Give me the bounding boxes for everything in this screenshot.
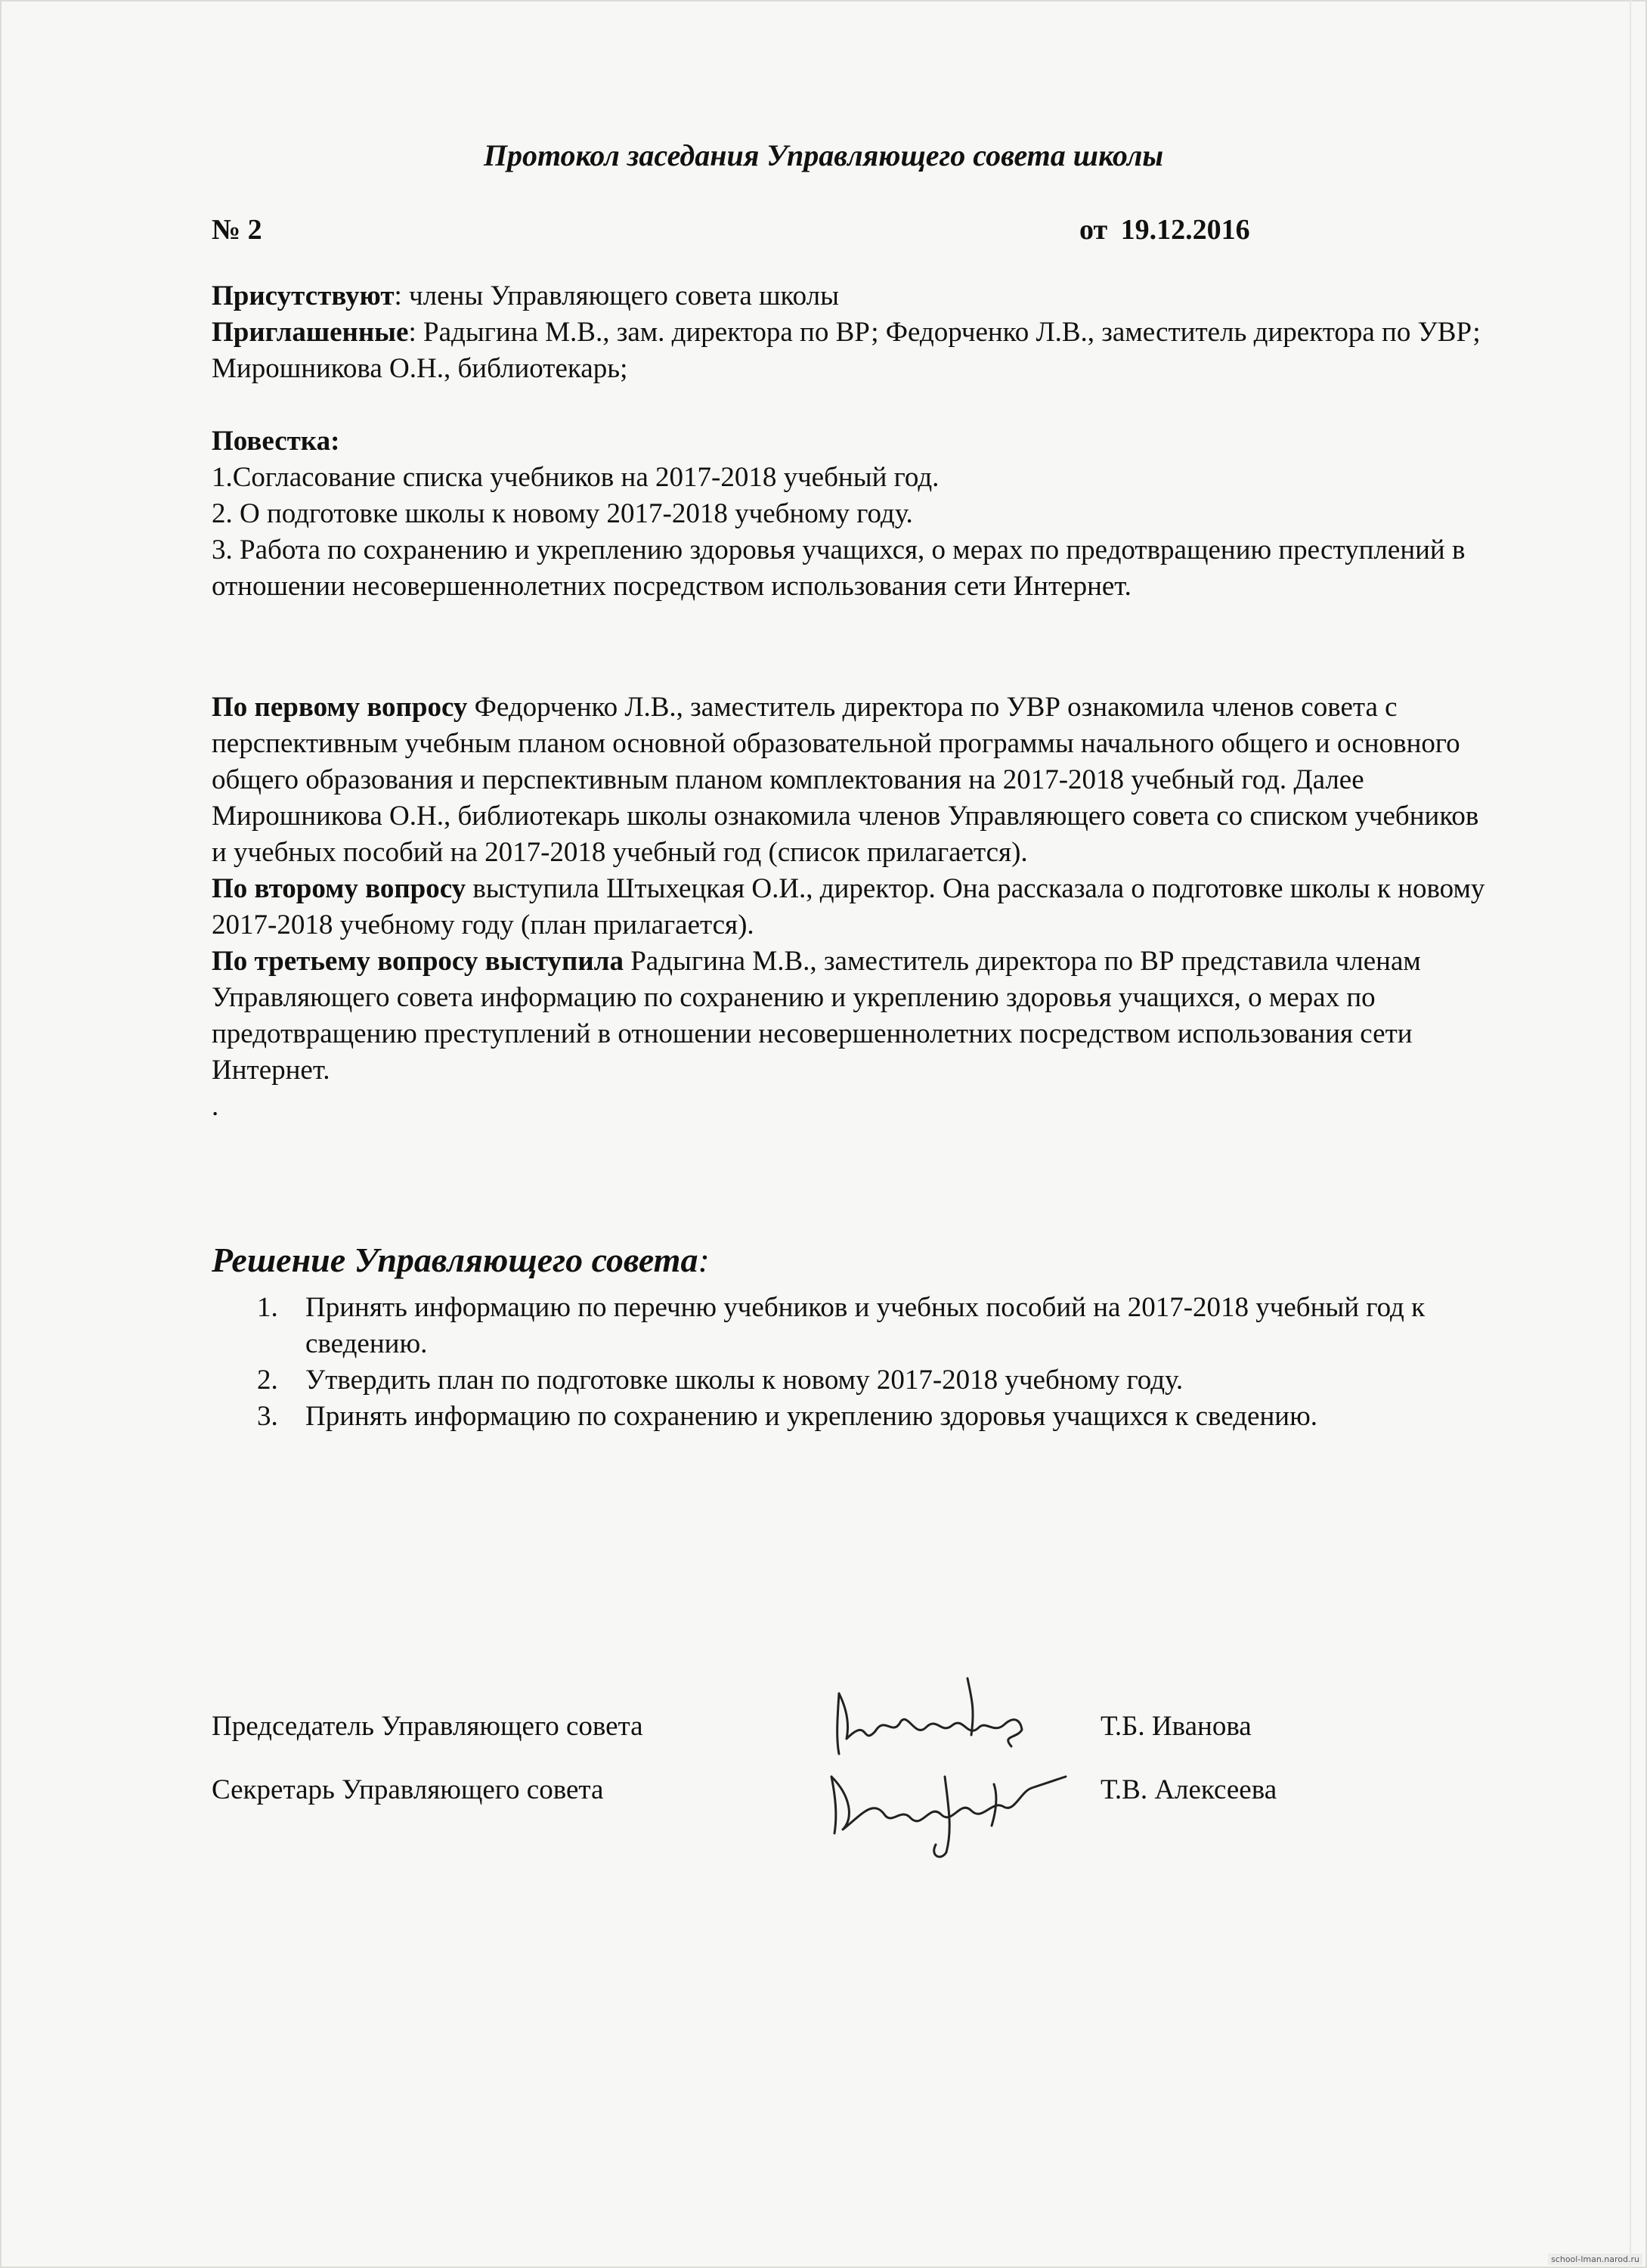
decision-number: 3. [257, 1401, 278, 1432]
discussion-block [212, 689, 1497, 1125]
invited-line [212, 314, 1497, 387]
agenda-title: Повестка: [212, 426, 340, 457]
question-1-label: По первому вопросу [212, 692, 468, 723]
invited-text: : Радыгина М.В., зам. директора по ВР; Федорченко Л.В., заместитель директора по УВР; Мирошникова О.Н., библиотекарь; [212, 317, 1481, 384]
decision-number: 1. [257, 1292, 278, 1323]
secretary-signature-stroke [831, 1777, 1066, 1857]
question-3-paragraph [212, 943, 1497, 1089]
agenda-item: 2. О подготовке школы к новому 2017-2018 учебному году. [212, 498, 913, 529]
decision-item [212, 1290, 1497, 1362]
invited-label: Приглашенные [212, 317, 409, 348]
decision-list [212, 1290, 1497, 1435]
document-title: Протокол заседания Управляющего совета школы [483, 138, 1164, 172]
scan-artifact-line [1630, 0, 1631, 2268]
decision-number: 2. [257, 1365, 278, 1396]
attendance-block [212, 278, 1497, 387]
chair-role: Председатель Управляющего совета [212, 1711, 643, 1742]
question-2-text: выступила Штыхецкая О.И., директор. Она рассказала о подготовке школы к новому 2017-2018 учебному году (план прилагается). [212, 873, 1485, 940]
website-watermark: school-lman.narod.ru [1548, 2254, 1642, 2265]
decision-text: Принять информацию по сохранению и укреплению здоровья учащихся к сведению. [305, 1401, 1317, 1432]
protocol-number: № 2 [212, 214, 262, 246]
decision-text: Принять информацию по перечню учебников и учебных пособий на 2017-2018 учебный год к сведению. [305, 1292, 1426, 1359]
decision-item [212, 1362, 1497, 1399]
question-2-label: По второму вопросу [212, 873, 466, 904]
agenda-item: 1.Согласование списка учебников на 2017-2018 учебный год. [212, 462, 940, 493]
present-line [212, 278, 1497, 314]
question-2-paragraph [212, 871, 1497, 943]
handwritten-signatures [816, 1663, 1073, 1860]
stray-dot: . [212, 1091, 219, 1122]
question-1-text: Федорченко Л.В., заместитель директора по УВР ознакомила членов совета с перспективным учебным планом основной образовательной программы начального общего и основного общего образования и перспективным планом комплектования на 2017-2018 учебный год. Далее Мирошникова О.Н., библиотекарь школы ознакомила членов Управляющего совета со списком учебников и учебных пособий на 2017-2018 учебный год (список прилагается). [212, 692, 1479, 868]
secretary-role: Секретарь Управляющего совета [212, 1774, 604, 1805]
agenda-item: 3. Работа по сохранению и укреплению здоровья учащихся, о мерах по предотвращению преступлений в отношении несовершеннолетних посредством использования сети Интернет. [212, 534, 1466, 602]
chair-name: Т.Б. Иванова [1101, 1711, 1252, 1742]
decision-heading [212, 1240, 710, 1280]
decision-text: Утвердить план по подготовке школы к новому 2017-2018 учебному году. [305, 1365, 1184, 1396]
protocol-date: от 19.12.2016 [1079, 214, 1250, 246]
secretary-name: Т.В. Алексеева [1101, 1774, 1277, 1805]
question-1-paragraph [212, 689, 1497, 871]
decision-item [212, 1399, 1497, 1435]
question-3-label: По третьему вопросу выступила [212, 946, 624, 977]
decision-colon: : [698, 1241, 710, 1279]
agenda-block [212, 423, 1497, 605]
decision-title: Решение Управляющего совета [212, 1241, 698, 1279]
present-label: Присутствуют [212, 280, 395, 311]
present-text: : члены Управляющего совета школы [394, 280, 839, 311]
chair-signature-stroke [837, 1678, 1022, 1754]
question-3-text: Радыгина М.В., заместитель директора по ВР представила членам Управляющего совета информацию по сохранению и укреплению здоровья учащихся, о мерах по предотвращению преступлений в отношении несовершеннолетних посредством использования сети Интернет. [212, 946, 1421, 1086]
